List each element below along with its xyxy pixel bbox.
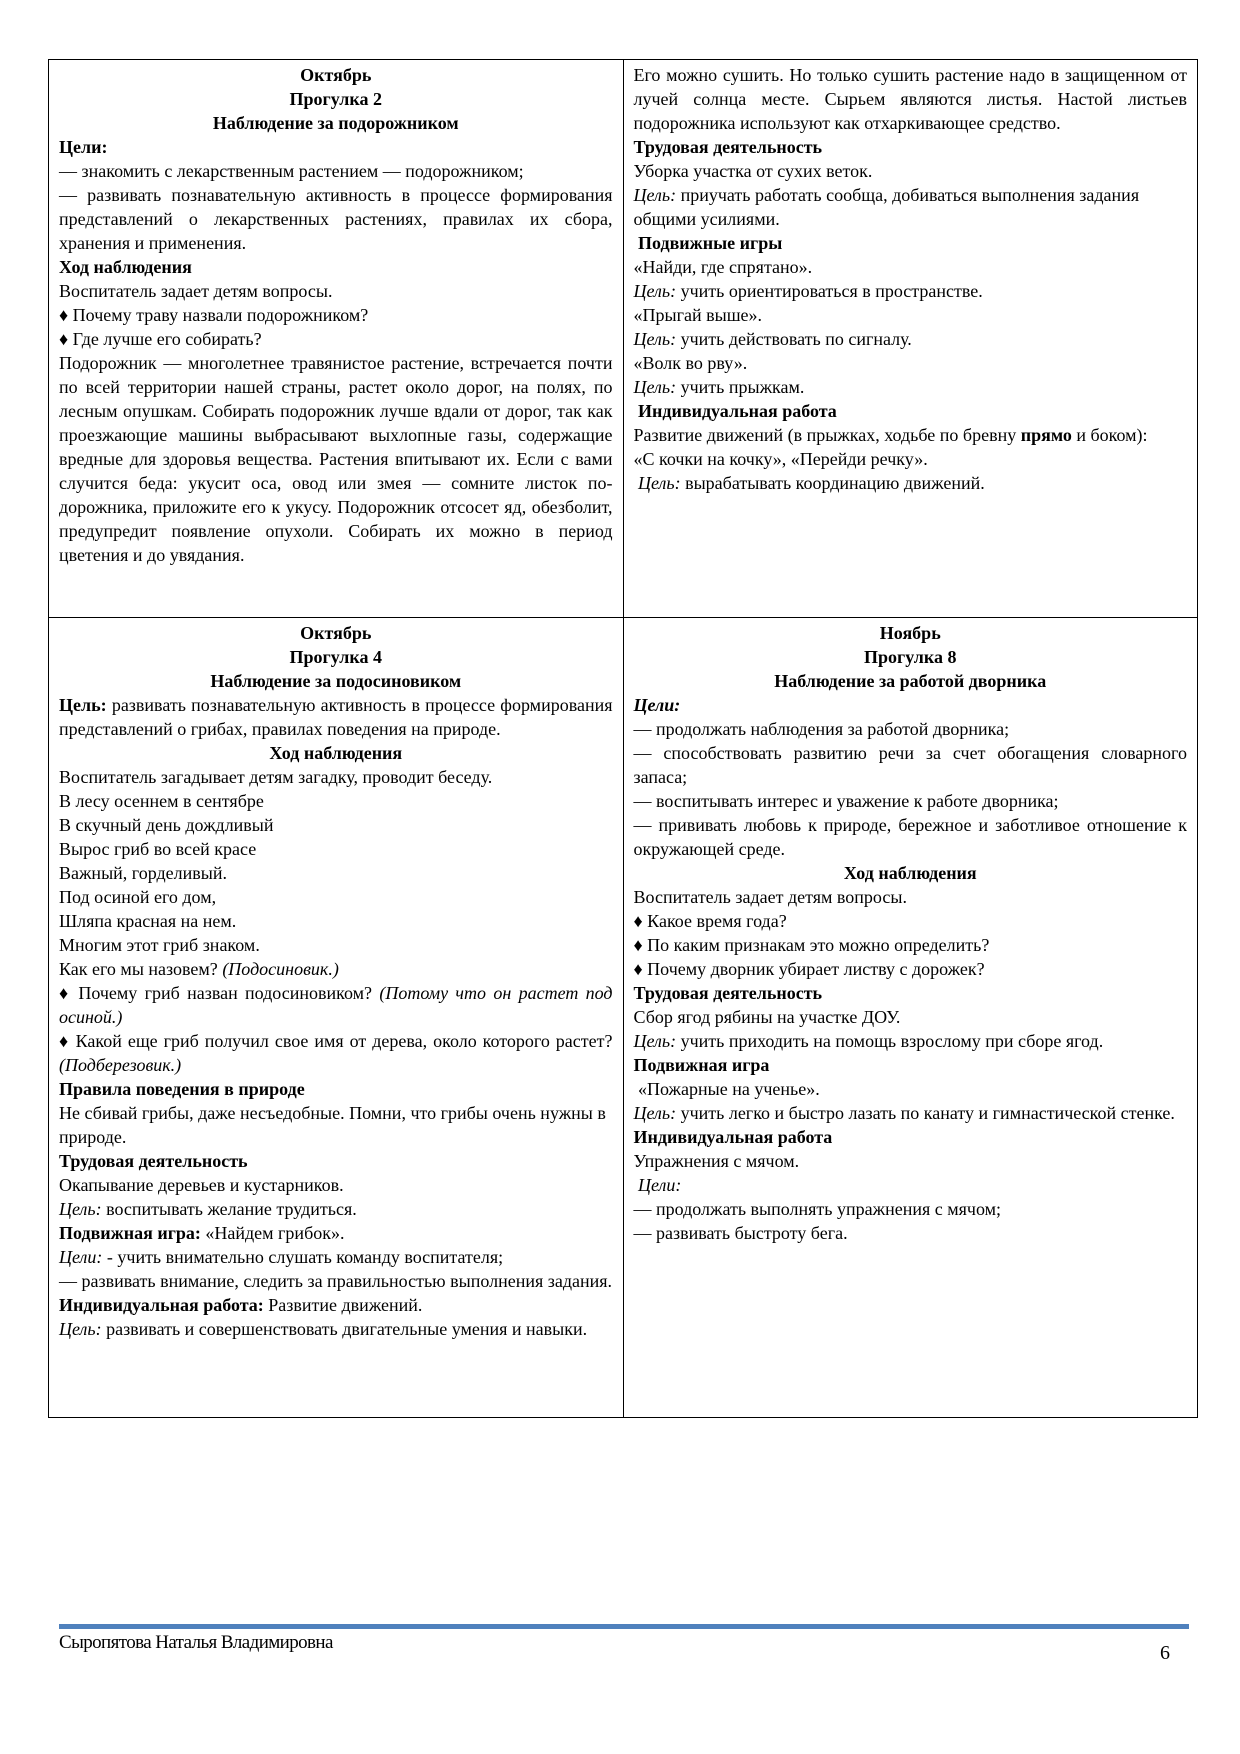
text-run: Шляпа красная на нем. bbox=[59, 911, 237, 931]
heading-text: Наблюдение за подосиновиком bbox=[210, 671, 462, 691]
text-run: «Прыгай выше». bbox=[633, 305, 763, 325]
text-run: «Пожарные на ученье». bbox=[633, 1079, 820, 1099]
paragraph bbox=[59, 1317, 613, 1341]
paragraph bbox=[59, 981, 613, 1029]
text-run: развивать и совершенствовать двигательные умения и навыки. bbox=[101, 1319, 588, 1339]
paragraph bbox=[59, 1269, 613, 1293]
paragraph bbox=[634, 1029, 1188, 1053]
paragraph bbox=[634, 399, 1188, 423]
paragraph bbox=[59, 351, 613, 567]
paragraph bbox=[634, 327, 1188, 351]
paragraph bbox=[59, 813, 613, 837]
text-run: ♦ Почему дворник убирает листву с дорожек? bbox=[633, 959, 985, 979]
text-run: Цель: bbox=[59, 1319, 102, 1339]
text-run: Воспитатель загадывает детям загадку, проводит беседу. bbox=[59, 767, 493, 787]
paragraph bbox=[59, 669, 613, 693]
paragraph bbox=[634, 255, 1188, 279]
paragraph bbox=[59, 63, 613, 87]
heading-text: Прогулка 2 bbox=[289, 89, 382, 109]
paragraph bbox=[634, 861, 1188, 885]
paragraph bbox=[59, 765, 613, 789]
heading-text: Наблюдение за подорожником bbox=[212, 113, 459, 133]
heading-text: Ноябрь bbox=[879, 623, 941, 643]
paragraph bbox=[634, 351, 1188, 375]
text-run: «Найди, где спрятано». bbox=[633, 257, 813, 277]
heading-text: Ход наблюдения bbox=[269, 743, 403, 763]
text-run: приучать работать сообща, добиваться выполнения задания общими усилиями. bbox=[633, 185, 1140, 229]
paragraph bbox=[59, 789, 613, 813]
heading-text: Октябрь bbox=[300, 623, 372, 643]
text-run: Цель: bbox=[633, 377, 677, 397]
footer-divider bbox=[59, 1624, 1189, 1629]
paragraph bbox=[59, 159, 613, 183]
text-run: Цели: bbox=[59, 1247, 103, 1267]
paragraph bbox=[59, 1077, 613, 1101]
text-run: ♦ Почему траву назвали подорожником? bbox=[59, 305, 369, 325]
text-run: — способствовать развитию речи за счет обогащения словарного запаса; bbox=[633, 743, 1187, 787]
text-run: учить приходить на помощь взрослому при сборе ягод. bbox=[676, 1031, 1104, 1051]
footer-author: Сыропятова Наталья Владимировна bbox=[59, 1632, 333, 1653]
heading-text: Цель: bbox=[59, 695, 107, 715]
paragraph bbox=[59, 885, 613, 909]
text-run: — развивать быстроту бега. bbox=[633, 1223, 848, 1243]
text-run: Цель: bbox=[633, 185, 677, 205]
text-run: «Найдем грибок». bbox=[200, 1223, 345, 1243]
text-run: Воспитатель задает детям вопросы. bbox=[59, 281, 333, 301]
text-run: — развивать познавательную активность в процессе формирования представлений о лекарственных растениях, правилах их сбора, хранения и применения. bbox=[59, 185, 613, 253]
paragraph bbox=[634, 717, 1188, 741]
paragraph bbox=[634, 1173, 1188, 1197]
heading-text: Подвижная игра bbox=[633, 1055, 770, 1075]
text-run: «С кочки на кочку», «Перейди речку». bbox=[633, 449, 928, 469]
paragraph bbox=[634, 447, 1188, 471]
heading-text: Цели: bbox=[633, 695, 681, 715]
paragraph bbox=[634, 231, 1188, 255]
paragraph bbox=[59, 1101, 613, 1149]
paragraph bbox=[634, 159, 1188, 183]
text-run: В скучный день дождливый bbox=[59, 815, 274, 835]
text-run: учить легко и быстро лазать по канату и гимнастической стенке. bbox=[676, 1103, 1175, 1123]
text-run: Развитие движений (в прыжках, ходьбе по бревну bbox=[633, 425, 1021, 445]
text-run: — воспитывать интерес и уважение к работе дворника; bbox=[633, 791, 1059, 811]
paragraph bbox=[59, 861, 613, 885]
text-run: Под осиной его дом, bbox=[59, 887, 217, 907]
paragraph bbox=[59, 327, 613, 351]
paragraph bbox=[634, 885, 1188, 909]
text-run: Цель: bbox=[59, 1199, 102, 1219]
paragraph bbox=[59, 111, 613, 135]
text-run: — продолжать выполнять упражнения с мячом; bbox=[633, 1199, 1001, 1219]
text-run: «Волк во рву». bbox=[633, 353, 748, 373]
paragraph bbox=[59, 837, 613, 861]
paragraph bbox=[59, 909, 613, 933]
heading-text: Индивидуальная работа bbox=[633, 401, 837, 421]
text-run: Сбор ягод рябины на участке ДОУ. bbox=[633, 1007, 901, 1027]
paragraph bbox=[634, 1101, 1188, 1125]
table-row bbox=[49, 60, 1198, 618]
paragraph bbox=[59, 1173, 613, 1197]
text-run: Его можно сушить. Но только сушить растение надо в защищенном от лучей солнца месте. Сырьем являются листья. Настой листьев подорожника используют как отхаркивающее средство. bbox=[633, 65, 1187, 133]
paragraph bbox=[634, 741, 1188, 789]
text-run: Уборка участка от сухих веток. bbox=[633, 161, 873, 181]
walks-table bbox=[48, 59, 1198, 1418]
paragraph bbox=[634, 933, 1188, 957]
heading-text: прямо bbox=[1020, 425, 1072, 445]
paragraph bbox=[634, 303, 1188, 327]
paragraph bbox=[634, 813, 1188, 861]
table-row bbox=[49, 618, 1198, 1418]
text-run: и боком): bbox=[1071, 425, 1148, 445]
paragraph bbox=[634, 423, 1188, 447]
text-run: Подорожник — многолетнее травянистое растение, встречается почти по всей территории нашей страны, растет около дорог, на полях, по лесным опушкам. Собирать подорожник лучше вдали от дорог, так как проезжающие машины выбрасывают выхлопные газы, содержащие вредные для здоровья вещества. Растения впитывают их. Если с вами случится беда: укусит оса, овод или змея — сомните листок подорожника, приложите его к укусу. Подорожник отсосет яд, обезболит, предупредит появление опухоли. Собирать их можно в период цветения и до увядания. bbox=[59, 353, 613, 565]
text-run: Воспитатель задает детям вопросы. bbox=[633, 887, 907, 907]
cell-november-walk-8 bbox=[623, 618, 1198, 1418]
text-run: Развитие движений. bbox=[263, 1295, 423, 1315]
text-run: Цель: bbox=[633, 329, 677, 349]
text-run: ♦ Какое время года? bbox=[633, 911, 787, 931]
heading-text: Трудовая деятельность bbox=[59, 1151, 248, 1171]
heading-text: Трудовая деятельность bbox=[633, 137, 823, 157]
text-run: вырабатывать координацию движений. bbox=[680, 473, 985, 493]
paragraph bbox=[634, 1197, 1188, 1221]
text-run: (Потому что он растет под осиной.) bbox=[59, 983, 613, 1027]
paragraph bbox=[59, 1221, 613, 1245]
text-run: (Подберезовик.) bbox=[59, 1055, 182, 1075]
paragraph bbox=[59, 693, 613, 741]
heading-text: Цели: bbox=[59, 137, 108, 157]
text-run: ♦ Какой еще гриб получил свое имя от дерева, около которого растет? bbox=[59, 1031, 613, 1051]
paragraph bbox=[59, 303, 613, 327]
paragraph bbox=[634, 1149, 1188, 1173]
cell-october-walk-4 bbox=[49, 618, 624, 1418]
paragraph bbox=[59, 1293, 613, 1317]
paragraph bbox=[634, 1221, 1188, 1245]
text-run: учить ориентироваться в пространстве. bbox=[676, 281, 983, 301]
text-run: Многим этот гриб знаком. bbox=[59, 935, 260, 955]
heading-text: Правила поведения в природе bbox=[59, 1079, 305, 1099]
text-run: Не сбивай грибы, даже несъедобные. Помни, что грибы очень нужны в природе. bbox=[59, 1103, 606, 1147]
text-run: Как его мы назовем? bbox=[59, 959, 223, 979]
text-run: Окапывание деревьев и кустарников. bbox=[59, 1175, 344, 1195]
heading-text: Подвижная игра: bbox=[59, 1223, 201, 1243]
paragraph bbox=[634, 279, 1188, 303]
paragraph bbox=[634, 957, 1188, 981]
text-run: Упражнения с мячом. bbox=[633, 1151, 800, 1171]
text-run: учить прыжкам. bbox=[676, 377, 805, 397]
paragraph bbox=[634, 1077, 1188, 1101]
heading-text: Наблюдение за работой дворника bbox=[774, 671, 1047, 691]
text-run: Вырос гриб во всей красе bbox=[59, 839, 257, 859]
heading-text: Трудовая деятельность bbox=[633, 983, 823, 1003]
paragraph bbox=[59, 1029, 613, 1077]
paragraph bbox=[634, 1053, 1188, 1077]
paragraph bbox=[59, 87, 613, 111]
text-run: Цели: bbox=[633, 1175, 682, 1195]
paragraph bbox=[59, 1197, 613, 1221]
paragraph bbox=[59, 645, 613, 669]
text-run: - учить внимательно слушать команду воспитателя; bbox=[102, 1247, 504, 1267]
paragraph bbox=[634, 909, 1188, 933]
paragraph bbox=[59, 621, 613, 645]
paragraph bbox=[634, 645, 1188, 669]
cell-october-walk-2 bbox=[49, 60, 624, 618]
text-run: (Подосиновик.) bbox=[222, 959, 339, 979]
text-run: — прививать любовь к природе, бережное и заботливое отношение к окружающей среде. bbox=[633, 815, 1187, 859]
page-number: 6 bbox=[1160, 1642, 1170, 1664]
paragraph bbox=[59, 1149, 613, 1173]
text-run: ♦ Где лучше его собирать? bbox=[59, 329, 262, 349]
text-run: Цель: bbox=[633, 1031, 677, 1051]
paragraph bbox=[634, 693, 1188, 717]
paragraph bbox=[634, 375, 1188, 399]
heading-text: Прогулка 4 bbox=[289, 647, 382, 667]
text-run: развивать познавательную активность в процессе формирования представлений о грибах, правилах поведения на природе. bbox=[59, 695, 613, 739]
heading-text: Индивидуальная работа: bbox=[59, 1295, 264, 1315]
text-run: Цель: bbox=[633, 473, 681, 493]
text-run: Цель: bbox=[633, 1103, 677, 1123]
text-run: учить действовать по сигналу. bbox=[676, 329, 912, 349]
heading-text: Индивидуальная работа bbox=[633, 1127, 833, 1147]
paragraph bbox=[634, 669, 1188, 693]
text-run: — развивать внимание, следить за правильностью выполнения задания. bbox=[59, 1271, 613, 1291]
text-run: — продолжать наблюдения за работой дворника; bbox=[633, 719, 1010, 739]
paragraph bbox=[59, 183, 613, 255]
paragraph bbox=[59, 933, 613, 957]
text-run: В лесу осеннем в сентябре bbox=[59, 791, 264, 811]
paragraph bbox=[634, 1125, 1188, 1149]
paragraph bbox=[634, 981, 1188, 1005]
heading-text: Октябрь bbox=[300, 65, 372, 85]
text-run: — знакомить с лекарственным растением — подорожником; bbox=[59, 161, 524, 181]
text-run: ♦ По каким признакам это можно определить? bbox=[633, 935, 990, 955]
paragraph bbox=[634, 621, 1188, 645]
paragraph bbox=[634, 63, 1188, 135]
heading-text: Ход наблюдения bbox=[843, 863, 977, 883]
paragraph bbox=[59, 255, 613, 279]
paragraph bbox=[59, 1245, 613, 1269]
heading-text: Прогулка 8 bbox=[864, 647, 957, 667]
text-run: воспитывать желание трудиться. bbox=[101, 1199, 357, 1219]
cell-october-walk-2-continued bbox=[623, 60, 1198, 618]
paragraph bbox=[634, 135, 1188, 159]
paragraph bbox=[59, 135, 613, 159]
paragraph bbox=[59, 957, 613, 981]
text-run: Важный, горделивый. bbox=[59, 863, 227, 883]
text-run: Цель: bbox=[633, 281, 677, 301]
text-run: ♦ Почему гриб назван подосиновиком? bbox=[59, 983, 380, 1003]
heading-text: Ход наблюдения bbox=[59, 257, 192, 277]
paragraph bbox=[634, 471, 1188, 495]
paragraph bbox=[634, 789, 1188, 813]
paragraph bbox=[59, 741, 613, 765]
heading-text: Подвижные игры bbox=[633, 233, 783, 253]
paragraph bbox=[634, 183, 1188, 231]
paragraph bbox=[59, 279, 613, 303]
paragraph bbox=[634, 1005, 1188, 1029]
